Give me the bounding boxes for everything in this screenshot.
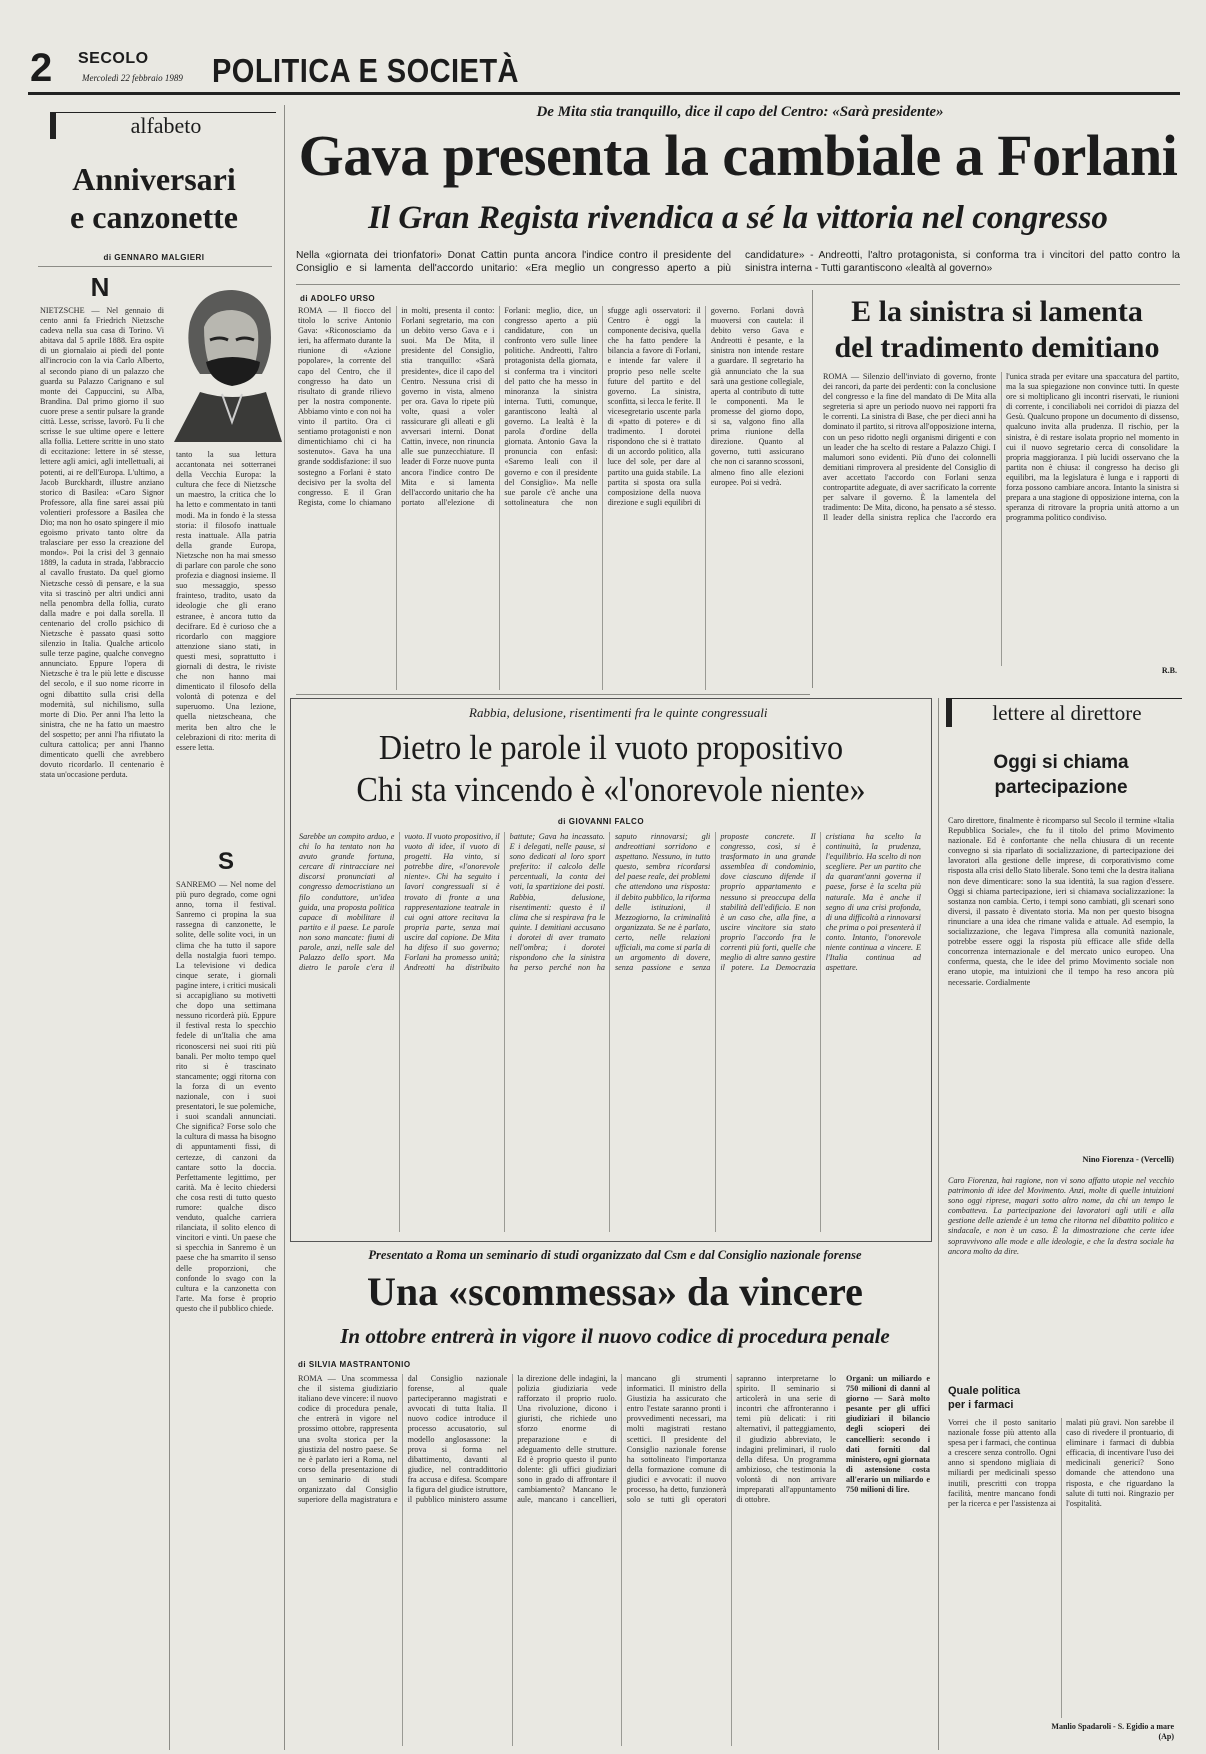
lead-subhead: Il Gran Regista rivendica a sé la vittoria nel congresso	[368, 200, 1108, 236]
scommessa-body: ROMA — Una scommessa che il sistema giudiziario italiano deve vincere: il nuovo codice di procedura penale, che entrerà in vigore nel prossimo ottobre, rappresenta una svolta storica per la giustizia del nostro paese. Se ne è parlato ieri a Roma, nel corso della presentazione di un seminario di studi organizzato dal Consiglio superiore della magistratura e dal Consiglio nazionale forense, al quale parteciperanno magistrati e avvocati di tutta Italia. Il nuovo codice introduce il processo accusatorio, sul modello anglosassone: la prova si forma nel dibattimento, davanti al giudice, nel contraddittorio fra accusa e difesa. Scompare la figura del giudice istruttore, il pubblico ministero assume la direzione delle indagini, la polizia giudiziaria vede rafforzato il proprio ruolo. Una rivoluzione, dicono i giuristi, che richiede uno sforzo enorme di preparazione e di adeguamento delle strutture. Ed è proprio questo il punto dolente: gli uffici giudiziari sono in grado di affrontare il cambiamento? Mancano le aule, mancano i cancellieri, mancano gli strumenti informatici. Il ministro della Giustizia ha assicurato che entro l'estate saranno pronti i provvedimenti necessari, ma molti magistrati restano scettici. Il presidente del Consiglio nazionale forense ha sottolineato l'importanza della formazione comune di giudici e avvocati: il nuovo processo, ha detto, funzionerà solo se tutti gli operatori sapranno interpretarne lo spirito. Il seminario si articolerà in una serie di incontri che affronteranno i temi più delicati: i riti alternativi, il patteggiamento, il giudizio abbreviato, le indagini preliminari, il ruolo della difesa. Un programma ambizioso, che testimonia la volontà di non arrivare impreparati all'appuntamento di ottobre.	[298, 1374, 836, 1505]
alfabeto-rule	[38, 266, 272, 267]
sinistra-headline-line2: del tradimento demitiano	[834, 331, 1160, 364]
nietzsche-portrait	[170, 282, 285, 442]
lettere-title	[946, 750, 1176, 800]
dietro-box	[290, 698, 932, 1242]
lead-summary-rule	[296, 284, 1180, 285]
page-number: 2	[30, 46, 53, 90]
lettere-title2-line2: per i farmaci	[948, 1399, 1014, 1411]
sinistra-headline-line1: E la sinistra si lamenta	[851, 295, 1143, 328]
dietro-headline-line2: Chi sta vincendo è «l'onorevole niente»	[356, 770, 866, 809]
dietro-byline: di GIOVANNI FALCO	[557, 817, 645, 826]
letter-n-heading: N	[90, 272, 110, 302]
scommessa-kicker: Presentato a Roma un seminario di studi organizzato dal Csm e dal Consiglio nazionale forense	[368, 1248, 862, 1262]
alfabeto-rubric-label: alfabeto	[130, 113, 202, 138]
lead-bottom-rule	[296, 694, 810, 695]
alfabeto-text-n-content: NIETZSCHE — Nel gennaio di cento anni fa Friedrich Nietzsche cadeva nella sua casa di Torino. Vi abitava dal 5 aprile 1888. Era ospite di un giornalaio ai piedi del ponte all'incrocio con la via Carlo Alberto, al secondo piano di un palazzo che guarda su Palazzo Carignano e sul monte dei Cappuccini, su Alba, Brandina. Dal primo giorno il suo cuore prese a sentir pulsare la grande città. Lesse, scrisse, lavorò. Fu lì che scrisse le sue ultime opere e lettere alla follia. Lettere scritte in uno stato di eccitazione: lettere in sé stesse, lettere agli amici, agli intellettuali, ai potenti, ai re dell'Europa. L'ultimo, a Jacob Burckhardt, illustre anziano storico di Basilea: «Caro Signor Professore, alla fine sarei assai più volentieri professore a Basilea che Dio; ma non ho osato spingere il mio egoismo privato tanto oltre da tralasciare per esso la creazione del mondo». Poi la crisi del 3 gennaio 1889, la caduta in strada, l'abbraccio al cavallo frustato. Da quel giorno Nietzsche cessò di pensare, e la sua vita si trascinò per altri undici anni nella penombra della follia, curato dalla madre e poi dalla sorella. Il centenario del crollo psichico di Nietzsche è passato quasi sotto silenzio in Italia. Qualche articolo sulle terze pagine, qualche convegno annunciato. Eppure l'opera di Nietzsche è tra le più lette e discusse del secolo, e il suo nome ricorre in ogni dibattito sulla crisi della modernità, sul nichilismo, sulla morte di Dio. Per anni l'ha letto la sinistra, che ne ha fatto un maestro del sospetto; per anni l'ha rifiutato la cultura cattolica; per anni l'hanno dimenticato quelli che avrebbero dovuto ricordarlo. Il centenario è stata un'occasione perduta.	[40, 306, 164, 780]
lettere-rubric-label: lettere al direttore	[992, 701, 1142, 725]
scommessa-headline: Una «scommessa» da vincere	[367, 1269, 863, 1314]
dietro-kicker: Rabbia, delusione, risentimenti fra le quinte congressuali	[469, 705, 768, 720]
alfabeto-text-s-content: SANREMO — Nel nome del più puro degrado, come ogni anno, torna il festival. Sanremo ci propina la sua rassegna di canzonette, le solite, delle solite voci, in un clima che ha tutto il sapore della nostalgia fuori tempo. La televisione vi dedica cinque serate, i giornali pagine intere, i critici musicali si accapigliano su motivetti che dopo una settimana nessuno ricorderà più. Eppure il festival resta lo specchio fedele di un'Italia che ama riconoscersi nei suoi riti più banali. Per molto tempo quel rito si è trascinato stancamente; oggi ritorna con la forza di un evento nazionale, con i suoi presentatori, le sue polemiche, i suoi scandali annunciati. Che significa? Forse solo che la cultura di massa ha bisogno di appuntamenti fissi, di certezze, di canzoni da cantare sotto la doccia. Perfettamente legittimo, per carità. Ma è lecito chiedersi che cosa resti di tutto questo rumore: qualche disco venduto, qualche carriera rilanciata, il solito elenco di vincitori e vinti. Un paese che si specchia in Sanremo è un paese che ha smarrito il senso delle proporzioni, che confonde lo svago con la cultura e la canzonetta con l'arte. Ma forse è proprio questo che il pubblico chiede.	[176, 880, 276, 1313]
scommessa-byline: di SILVIA MASTRANTONIO	[298, 1360, 411, 1369]
alfabeto-byline: di GENNARO MALGIERI	[103, 253, 205, 262]
scommessa-note-text: Organi: un miliardo e 750 milioni di danni al giorno — Sarà molto pesante per gli uffici giudiziari il bilancio degli scioperi dei cancellieri: secondo i dati forniti dal ministero, ogni giornata di astensione costa all'erario un miliardo e 750 milioni di lire.	[846, 1374, 930, 1495]
lettere-signature2: Manlio Spadaroli - S. Egidio a mare (Ap)	[1051, 1722, 1174, 1741]
lettere-letter2	[948, 1176, 1174, 1376]
right-column-divider	[938, 698, 939, 1750]
alfabeto-text-s	[176, 880, 276, 1750]
lettere-title-line1: Oggi si chiama	[993, 752, 1129, 773]
lead-headline: Gava presenta la cambiale a Forlani	[298, 123, 1178, 188]
lettere-letter3: Vorrei che il posto sanitario nazionale fosse più attento alla spesa per i farmaci, che continua a crescere senza controllo. Ogni anno si spendono migliaia di miliardi per medicinali spesso inutili, prescritti con troppa facilità, mentre mancano fondi per la ricerca e per l'assistenza ai malati più gravi. Non sarebbe il caso di rivedere il prontuario, di eliminare i farmaci di dubbia efficacia, di incentivare l'uso dei medicinali generici? Sono domande che attendono una risposta, e che riguardano la salute di tutti noi. Ringrazio per l'ospitalità.	[948, 1418, 1174, 1508]
lettere-letter1-text: Caro direttore, finalmente è ricomparso sul Secolo il termine «Italia Repubblica Sociale», che fu il titolo del primo Movimento nazionale. Ed è confortante che nella chiusura di un recente convegno si sia riparlato di socializzazione, di partecipazione dei lavoratori alla gestione delle imprese, di corporativismo come risposta alla crisi dello Stato liberale. Sono temi che la destra italiana non deve dimenticare: sono la sua identità, la sua ragion d'essere. Oggi si chiama partecipazione, ieri si chiamava socializzazione: la sostanza non cambia. Certo, i tempi sono cambiati, gli scenari sono diversi, il passato è diventato storia. Ma non per questo bisogna rinunciare a una idea che rimane valida e attuale. Ad esempio, la socializzazione, che legava l'impresa alla comunità nazionale, potrebbe essere oggi la risposta più efficace alle sfide della concorrenza internazionale e del mercato unico europeo. Una conferma, questa, che le idee del primo Movimento sociale non erano utopie, ma intuizioni che il tempo ha reso ancora più necessarie. Cordialmente	[948, 816, 1174, 987]
section-title: POLITICA E SOCIETÀ	[212, 52, 519, 89]
lettere-letter2-text: Caro Fiorenza, hai ragione, non vi sono affatto utopie nel vecchio patrimonio di idee del Movimento. Anzi, molte di quelle intuizioni sono oggi riprese, magari sotto altro nome, da chi un tempo le combatteva. La partecipazione dei lavoratori agli utili e alla gestione delle aziende è un tema che ritorna nel dibattito politico e sindacale, e non è un caso. È la dimostrazione che certe idee sopravvivono alle mode e alle ideologie, e che la destra sociale ha ancora molto da dire.	[948, 1176, 1174, 1256]
scommessa-subhead: In ottobre entrerà in vigore il nuovo codice di procedura penale	[340, 1324, 890, 1348]
dietro-headline-line1: Dietro le parole il vuoto propositivo	[378, 728, 844, 767]
lead-body: ROMA — Il fiocco del titolo lo scrive Antonio Gava: «Riconosciamo da ieri, ha affermato durante la riunione di «Azione popolare», la corrente del capo del Centro, che il congresso ha dato un risultato di grande rilievo per la nostra componente. Abbiamo vinto e con noi ha vinto il partito. Ora ci sentiamo protagonisti e non dimentichiamo chi ci ha sostenuto». Gava ha una grande soddisfazione: il suo sostegno a Forlani è stato decisivo per la svolta del congresso. E il Gran Regista, come lo chiamano in molti, presenta il conto: Forlani segretario, ma con un debito verso Gava e i suoi. Ma De Mita, il presidente del Consiglio, stia tranquillo: «Sarà presidente», dice il capo del Centro. Nessuna crisi di governo in vista, almeno per ora. Gava lo ripete più volte, quasi a voler rassicurare gli alleati e gli avversari interni. Donat Cattin, invece, non rinuncia alle sue punzecchiature. Il leader di Forze nuove punta ancora l'indice contro De Mita e si lamenta dell'accordo unitario che ha portato all'elezione di Forlani: meglio, dice, un congresso aperto a più candidature, con un confronto vero sulle linee politiche. Andreotti, l'altro protagonista della giornata, si conferma tra i vincitori del patto che ha messo in minoranza la sinistra interna. Tutti, comunque, garantiscono lealtà al governo. La lealtà è la parola d'ordine della giornata. Antonio Gava la pronuncia con enfasi: «Saremo leali con il governo e con il presidente del Consiglio». Ma nelle sue parole c'è anche una sottolineatura che non sfugge agli osservatori: il Centro è oggi la componente decisiva, quella che ha fatto pendere la bilancia a favore di Forlani, e intende far valere il proprio peso nelle scelte future del partito e del governo. La sinistra, sconfitta, si lecca le ferite. Il vicesegretario uscente parla di «patto di potere» e di tradimento. I dorotei rispondono che si è trattato di un accordo politico, alla luce del sole, per dare al partito una guida stabile. La partita si sposta ora sulla composizione della nuova direzione e sugli equilibri di governo. Forlani dovrà muoversi con cautela: il debito verso Gava e Andreotti è pesante, e la sinistra non intende restare a guardare. Il segretario ha già annunciato che la sua sarà una gestione collegiale, aperta al contributo di tutte le componenti. Ma le promesse del giorno dopo, si sa, valgono fino alla prima riunione della direzione. Quanto al governo, tutti assicurano che non ci saranno scossoni, almeno fino alle elezioni europee. Poi si vedrà.	[298, 306, 804, 507]
alfabeto-title	[36, 160, 272, 236]
lead-summary: Nella «giornata dei trionfatori» Donat Cattin punta ancora l'indice contro il presidente del Consiglio e si lamenta dell'accordo unitario: «Era meglio un congresso aperto a più candidature» - Andreotti, l'altro protagonista, si conforma tra i vincitori del patto contro la sinistra interna - Tutti garantiscono «lealtà al governo»	[296, 250, 1180, 274]
lettere-title2	[948, 1384, 1038, 1412]
sinistra-box	[812, 290, 1181, 688]
header-rule	[28, 92, 1180, 95]
sinistra-headline	[813, 290, 1181, 366]
alfabeto-title-line2: e canzonette	[70, 199, 238, 235]
lettere-rubric	[946, 698, 1182, 727]
alfabeto-title-line1: Anniversari	[72, 161, 236, 197]
left-column-divider	[284, 105, 285, 1750]
sinistra-signature: R.B.	[1161, 666, 1177, 675]
scommessa-note	[846, 1374, 930, 1746]
page-date: Mercoledì 22 febbraio 1989	[82, 73, 183, 83]
alfabeto-col-rule	[169, 450, 170, 1750]
sinistra-body: ROMA — Silenzio dell'inviato di governo, fronte dei rancori, da parte dei perdenti: con la conclusione del congresso e la fine del mandato di De Mita alla segreteria si apre un periodo nuovo nei rapporti fra le correnti. La sinistra di Base, che per dieci anni ha dominato il partito, si ritrova all'opposizione interna, con un peso ridotto negli organismi dirigenti e con un leader che ha scelto di restare a Palazzo Chigi. I malumori sono evidenti. Più d'uno dei colonnelli demitiani rimprovera al presidente del Consiglio di aver accettato l'accordo con Forlani senza contropartite adeguate, di aver sacrificato la corrente per salvare il governo. È la lamentela del tradimento: De Mita, dicono, ha pensato a sé stesso. Il leader della sinistra replica che l'accordo era l'unica strada per evitare una spaccatura del partito, ma la sua spiegazione non convince tutti. In queste ore si moltiplicano gli incontri riservati, le riunioni di corrente, i conciliaboli nei corridoi di piazza del Gesù. Qualcuno propone un documento di dissenso, qualcuno invita alla prudenza. Il rischio, per la sinistra, è di restare isolata proprio nel momento in cui il nuovo segretario cerca di consolidare la propria maggioranza. I più lucidi osservano che la partita non è chiusa: il congresso ha deciso gli equilibri, ma la legislatura è lunga e i rapporti di forza possono cambiare ancora. Intanto la sinistra si prepara a una stagione di opposizione interna, con la speranza di ritrovare la propria unità attorno a un programma politico condiviso.	[823, 372, 1179, 523]
alfabeto-text-n	[40, 306, 164, 1750]
lead-kicker: De Mita stia tranquillo, dice il capo del Centro: «Sarà presidente»	[536, 104, 944, 120]
masthead-logo: SECOLO	[78, 50, 149, 67]
alfabeto-text-n2-content: tanto la sua lettura accantonata nei sotterranei della Vecchia Europa: la cultura che fece di Nietzsche un maestro, la critica che lo ha letto e commentato in tanti modi. Ma in fondo è la stessa storia: il filosofo inattuale resta inattuale. Alla patria della grande Europa, Nietzsche non ha mai smesso di parlare con parole che sono profezia e diagnosi insieme. Il suo messaggio, spesso frainteso, tradito, usato da ideologie che gli erano estranee, è ancora tutto da decifrare. Ed è curioso che a ricordarlo con maggiore attenzione siano stati, in questi mesi, soprattutto i giornali di destra, le riviste che non hanno mai dimenticato il filosofo della volontà di potenza e del superuomo. Una lezione, quella nietzscheana, che merita ben altro che le celebrazioni di rito: merita di essere letta.	[176, 450, 276, 752]
lettere-title-line2: partecipazione	[994, 777, 1128, 798]
lettere-letter1	[948, 816, 1174, 1146]
alfabeto-text-n2	[176, 450, 276, 840]
lettere-signature1: Nino Fiorenza - (Vercelli)	[1082, 1154, 1174, 1164]
lead-byline: di ADOLFO URSO	[300, 294, 376, 303]
letter-s-heading: S	[217, 848, 234, 875]
lettere-title2-line1: Quale politica	[948, 1385, 1021, 1397]
dietro-body: Sarebbe un compito arduo, e chi lo ha tentato non ha avuto grande fortuna, cercare di rintracciare nei discorsi pronunciati al congresso democristiano un filo conduttore, un'idea guida, una proposta politica capace di mobilitare il partito e il paese. Le parole non sono mancate: fiumi di parole, anzi, nelle sale del Palazzo dello sport. Ma dietro le parole c'era il vuoto. Il vuoto propositivo, il vuoto di idee, il vuoto di progetti. Ha vinto, si potrebbe dire, «l'onorevole niente». Chi ha seguito i lavori congressuali si è trovato di fronte a una rappresentazione teatrale in cui ogni attore recitava la propria parte, senza mai uscire dal copione. De Mita ha difeso il suo governo; Forlani ha promesso unità; Andreotti ha distribuito battute; Gava ha incassato. E i delegati, nelle pause, si sono dedicati al loro sport preferito: il calcolo delle percentuali, la conta dei voti, la spartizione dei posti. Rabbia, delusione, risentimenti: questo è il clima che si respirava fra le quinte. I demitiani accusano i dorotei di aver tramato nell'ombra; i dorotei rispondono che la sinistra ha perso perché non ha saputo rinnovarsi; gli andreottiani sorridono e aspettano. Nessuno, in tutto questo, sembra ricordarsi del paese reale, dei problemi che attendono una risposta: il debito pubblico, la riforma delle istituzioni, il Mezzogiorno, la criminalità organizzata. Se ne è parlato, certo, nelle relazioni ufficiali, ma come si parla di un argomento di dovere, senza passione e senza proposte concrete. Il congresso, così, si è trasformato in una grande assemblea di condominio, dove ciascuno difende il proprio appartamento e nessuno si preoccupa della stabilità dell'edificio. E non è un caso che, alla fine, a uscire vincitore sia stato proprio l'accordo fra le correnti più forti, quelle che meglio di altre sanno gestire il potere. La Democrazia cristiana ha scelto la continuità, la prudenza, l'equilibrio. Ha scelto di non scegliere. Per un partito che da quarant'anni governa il paese, forse è la scelta più naturale. Ma è anche il segno di una crisi profonda, di una difficoltà a rinnovarsi che prima o poi presenterà il conto. Intanto, l'onorevole niente continua a vincere. E l'Italia continua ad aspettare.	[299, 832, 921, 973]
dietro-headline	[291, 727, 931, 811]
alfabeto-rubric	[50, 112, 276, 139]
